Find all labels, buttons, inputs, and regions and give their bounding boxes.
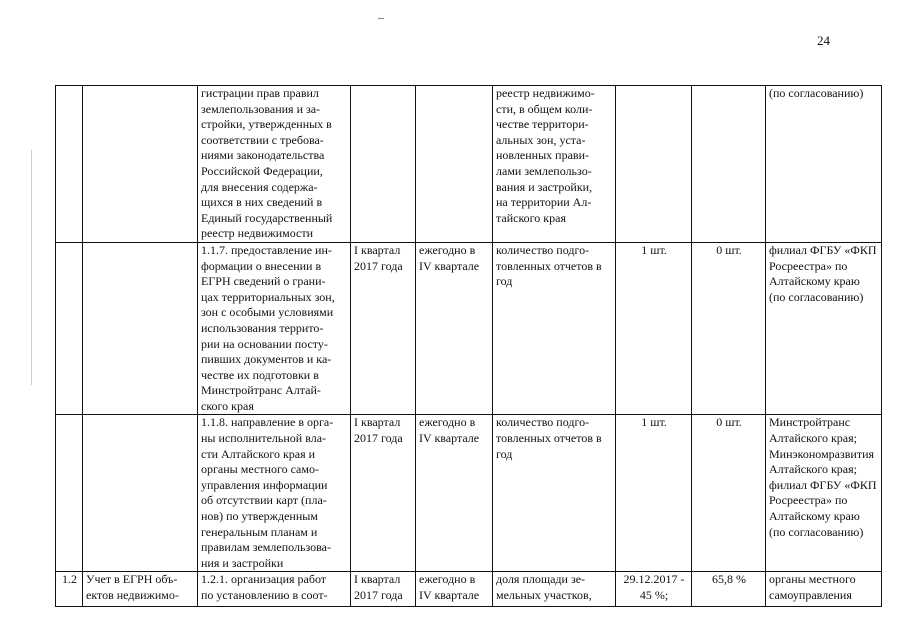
period-cell <box>351 86 416 243</box>
indicator-cell: доля площади зе- мельных участков, <box>493 572 616 607</box>
frequency-cell: ежегодно в IV квартале <box>416 572 493 607</box>
responsible-cell: филиал ФГБУ «ФКП Росреестра» по Алтайскому краю (по согласованию) <box>766 242 882 415</box>
actual-value-cell: 0 шт. <box>692 415 766 572</box>
table-row <box>56 415 882 572</box>
scan-mark <box>378 18 384 19</box>
task-name <box>83 415 198 572</box>
period-cell: I квартал 2017 года <box>351 572 416 607</box>
target-value-cell: 1 шт. <box>616 242 692 415</box>
scan-edge-line <box>31 150 32 385</box>
page-number: 24 <box>817 33 830 48</box>
table-row <box>56 86 882 243</box>
indicator-cell: количество подго- товленных отчетов в год <box>493 242 616 415</box>
program-table <box>55 85 882 607</box>
frequency-cell: ежегодно в IV квартале <box>416 415 493 572</box>
table-row <box>56 242 882 415</box>
task-name <box>83 242 198 415</box>
table-row <box>56 572 882 607</box>
indicator-cell: реестр недвижимо- сти, в общем коли- честве территори- альных зон, уста- новленных прави- лами землепользо- вания и застройки, на территории Ал- тайского края <box>493 86 616 243</box>
task-name <box>83 86 198 243</box>
task-name: Учет в ЕГРН объ- ектов недвижимо- <box>83 572 198 607</box>
actual-value-cell: 65,8 % <box>692 572 766 607</box>
responsible-cell: Минстройтранс Алтайского края; Минэкономразвития Алтайского края; филиал ФГБУ «ФКП Росреестра» по Алтайскому краю (по согласованию) <box>766 415 882 572</box>
responsible-cell: (по согласованию) <box>766 86 882 243</box>
row-number <box>56 242 83 415</box>
target-value-cell: 1 шт. <box>616 415 692 572</box>
action-cell: 1.1.8. направление в орга- ны исполнительной вла- сти Алтайского края и органы местного само- управления информации об отсутствии карт (пла- нов) по утвержденным генеральным планам и правилам землепользова- ния и застройки <box>198 415 351 572</box>
row-number <box>56 415 83 572</box>
responsible-cell: органы местного самоуправления <box>766 572 882 607</box>
target-value-cell <box>616 86 692 243</box>
action-cell: 1.1.7. предоставление ин- формации о внесении в ЕГРН сведений о грани- цах территориальных зон, зон с особыми условиями использования террито- рии на основании посту- пивших документов и ка- честве их подготовки в Минстройтранс Алтай- ского края <box>198 242 351 415</box>
frequency-cell: ежегодно в IV квартале <box>416 242 493 415</box>
indicator-cell: количество подго- товленных отчетов в год <box>493 415 616 572</box>
period-cell: I квартал 2017 года <box>351 242 416 415</box>
row-number <box>56 86 83 243</box>
action-cell: 1.2.1. организация работ по установлению в соот- <box>198 572 351 607</box>
row-number: 1.2 <box>56 572 83 607</box>
target-value-cell: 29.12.2017 - 45 %; <box>616 572 692 607</box>
period-cell: I квартал 2017 года <box>351 415 416 572</box>
actual-value-cell: 0 шт. <box>692 242 766 415</box>
action-cell: гистрации прав правил землепользования и за- стройки, утвержденных в соответствии с требова- ниями законодательства Российской Федерации, для внесения содержа- щихся в них сведений в Единый государственный реестр недвижимости <box>198 86 351 243</box>
actual-value-cell <box>692 86 766 243</box>
frequency-cell <box>416 86 493 243</box>
